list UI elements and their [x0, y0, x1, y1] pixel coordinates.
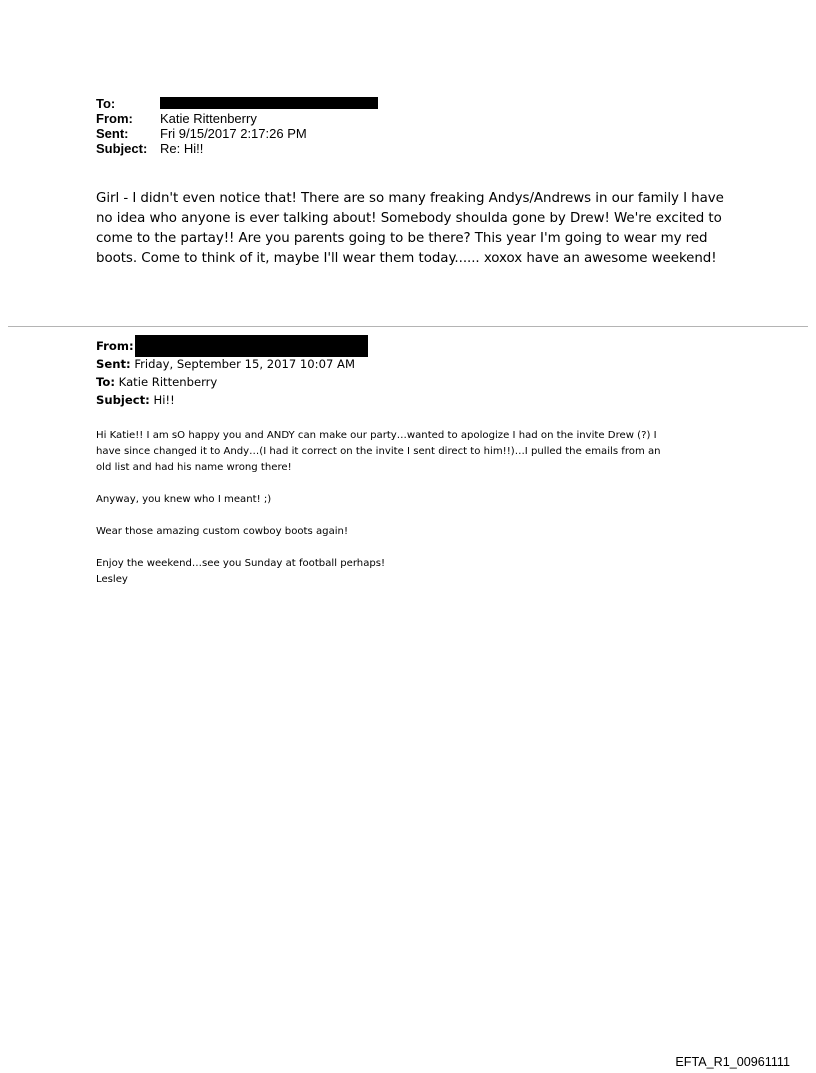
reply-body-line: boots. Come to think of it, maybe I'll wear them today...... xoxox have an awesome weekend! [96, 251, 717, 266]
reply-from-label: From: [96, 111, 133, 126]
reply-subject-value: Re: Hi!! [160, 141, 204, 156]
reply-to-row [96, 96, 378, 111]
reply-from-row [96, 111, 378, 126]
reply-subject-row [96, 141, 378, 156]
original-to-label: To: [96, 375, 115, 389]
original-body [96, 428, 736, 588]
original-body-line: Hi Katie!! I am sO happy you and ANDY can make our party…wanted to apologize I had on the invite Drew (?) I [96, 430, 657, 441]
original-subject-label: Subject: [96, 393, 150, 407]
reply-subject-label: Subject: [96, 141, 148, 156]
document-id: EFTA_R1_00961111 [675, 1055, 790, 1069]
original-to-row [96, 373, 355, 391]
original-body-line: Anyway, you knew who I meant! ;) [96, 494, 272, 505]
reply-body-line: come to the partay!! Are you parents going to be there? This year I'm going to wear my red [96, 231, 708, 246]
message-separator [8, 326, 808, 327]
reply-sent-row [96, 126, 378, 141]
redacted-sender [135, 335, 368, 357]
paragraph-gap [96, 540, 736, 556]
original-from-row [96, 337, 355, 355]
original-sent-row [96, 355, 355, 373]
original-header [96, 337, 355, 409]
paragraph-gap [96, 508, 736, 524]
original-body-line: Wear those amazing custom cowboy boots again! [96, 526, 349, 537]
reply-from-value: Katie Rittenberry [160, 111, 257, 126]
signature: Lesley [96, 574, 128, 585]
reply-sent-value: Fri 9/15/2017 2:17:26 PM [160, 126, 307, 141]
reply-body-line: Girl - I didn't even notice that! There are so many freaking Andys/Andrews in our family I have [96, 191, 724, 206]
paragraph-gap [96, 476, 736, 492]
original-subject-row [96, 391, 355, 409]
redacted-recipient [160, 97, 378, 109]
original-body-line: old list and had his name wrong there! [96, 462, 292, 473]
original-sent-value: Friday, September 15, 2017 10:07 AM [130, 357, 355, 371]
original-from-label: From: [96, 339, 134, 353]
reply-body [96, 189, 736, 269]
original-subject-value: Hi!! [149, 393, 175, 407]
original-sent-label: Sent: [96, 357, 131, 371]
reply-body-line: no idea who anyone is ever talking about! Somebody shoulda gone by Drew! We're excited to [96, 211, 722, 226]
reply-to-label: To: [96, 96, 116, 111]
reply-sent-label: Sent: [96, 126, 129, 141]
original-to-value: Katie Rittenberry [114, 375, 218, 389]
original-body-line: have since changed it to Andy…(I had it correct on the invite I sent direct to him!!)…I pulled the emails from an [96, 446, 661, 457]
original-body-line: Enjoy the weekend…see you Sunday at football perhaps! [96, 558, 386, 569]
reply-header [96, 96, 378, 156]
